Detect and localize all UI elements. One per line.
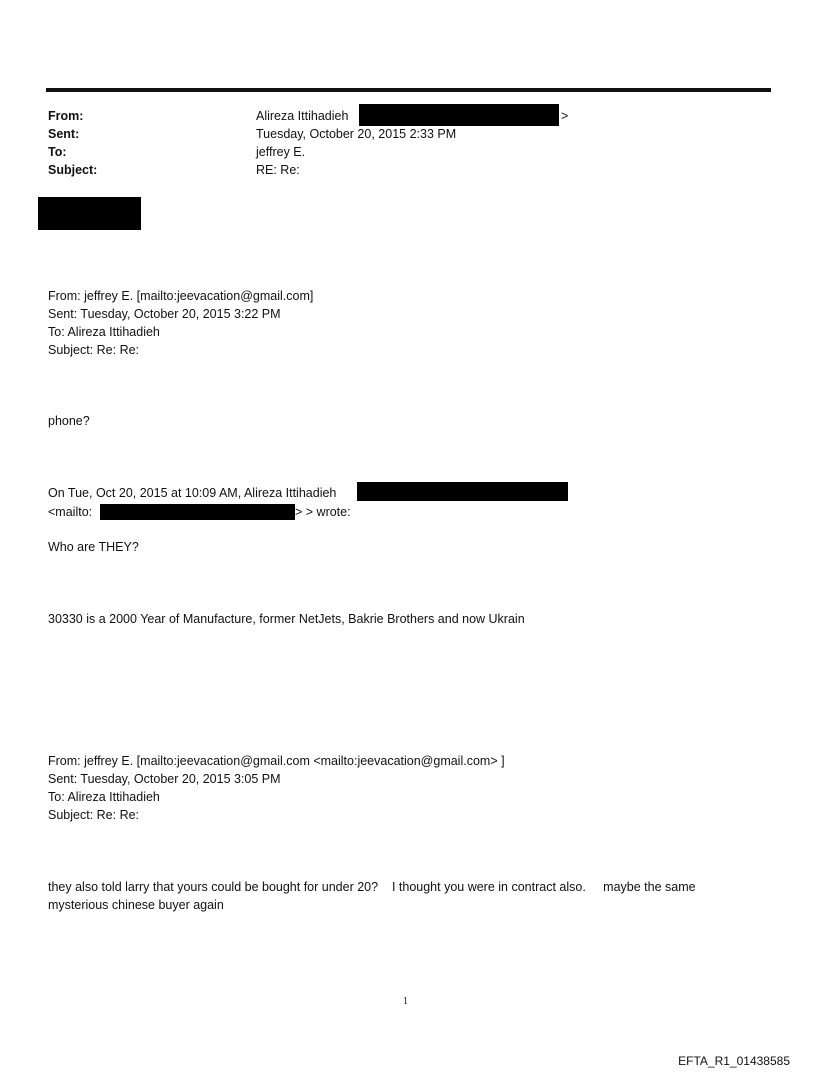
quoted-sent-line: Sent: Tuesday, October 20, 2015 3:05 PM xyxy=(48,772,281,786)
from-label: From: xyxy=(48,109,84,123)
sent-value: Tuesday, October 20, 2015 2:33 PM xyxy=(256,127,457,141)
subject-value: RE: Re: xyxy=(256,163,300,177)
message-body: phone? xyxy=(48,414,90,428)
quoted-to-line: To: Alireza Ittihadieh xyxy=(48,325,160,339)
redaction-box xyxy=(38,197,141,230)
quoted-subject-line: Subject: Re: Re: xyxy=(48,808,140,822)
from-value: Alireza Ittihadieh xyxy=(256,109,349,123)
reply-intro-wrote: > > wrote: xyxy=(295,505,351,519)
reply-intro-line: On Tue, Oct 20, 2015 at 10:09 AM, Alireza Ittihadieh xyxy=(48,486,337,500)
subject-label: Subject: xyxy=(48,163,98,177)
message-body: mysterious chinese buyer again xyxy=(48,898,224,912)
document-id: EFTA_R1_01438585 xyxy=(678,1054,790,1068)
from-trailing: > xyxy=(561,109,569,123)
quoted-sent-line: Sent: Tuesday, October 20, 2015 3:22 PM xyxy=(48,307,281,321)
message-body: 30330 is a 2000 Year of Manufacture, former NetJets, Bakrie Brothers and now Ukrain xyxy=(48,612,525,626)
message-body: they also told larry that yours could be bought for under 20? I thought you were in contract also. maybe the same xyxy=(48,880,696,894)
redaction-box xyxy=(359,104,559,126)
header-divider xyxy=(46,88,771,92)
to-value: jeffrey E. xyxy=(256,145,306,159)
page-number: 1 xyxy=(403,996,408,1007)
quoted-subject-line: Subject: Re: Re: xyxy=(48,343,140,357)
quoted-from-line: From: jeffrey E. [mailto:jeevacation@gmail.com] xyxy=(48,289,314,303)
quoted-to-line: To: Alireza Ittihadieh xyxy=(48,790,160,804)
quoted-from-line: From: jeffrey E. [mailto:jeevacation@gmail.com <mailto:jeevacation@gmail.com> ] xyxy=(48,754,505,768)
to-label: To: xyxy=(48,145,67,159)
sent-label: Sent: xyxy=(48,127,80,141)
reply-intro-mailto: <mailto: xyxy=(48,505,93,519)
message-body: Who are THEY? xyxy=(48,540,139,554)
redaction-box xyxy=(100,504,295,520)
redaction-box xyxy=(357,482,568,501)
